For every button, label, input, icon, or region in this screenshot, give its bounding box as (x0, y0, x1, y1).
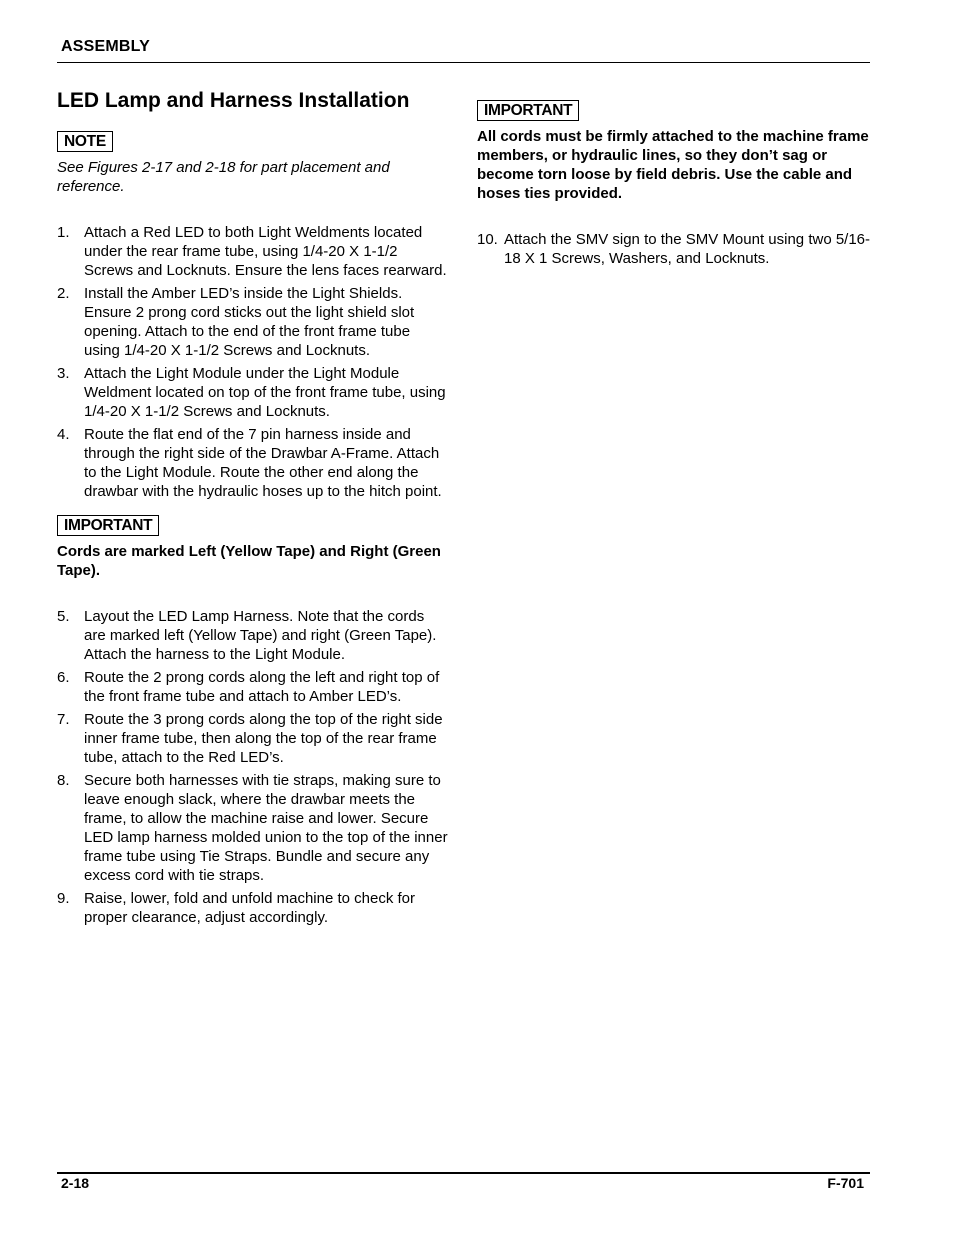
step-number: 5. (57, 608, 70, 625)
steps-list-3 (477, 230, 872, 268)
list-item (477, 230, 872, 268)
step-text: Install the Amber LED’s inside the Light Shields. Ensure 2 prong cord sticks out the light shield slot opening. Attach to the end of the front frame tube using 1/4-20 X 1-1/2 Screws and Locknuts. (84, 285, 415, 359)
document-code: F-701 (827, 1175, 864, 1191)
important-text: Cords are marked Left (Yellow Tape) and Right (Green Tape). (57, 543, 441, 579)
step-number: 10. (477, 231, 498, 248)
list-item (57, 364, 449, 421)
important-label: IMPORTANT (477, 100, 579, 121)
step-number: 8. (57, 772, 70, 789)
list-item (57, 607, 449, 664)
important-label: IMPORTANT (57, 515, 159, 536)
footer-rule (57, 1172, 870, 1174)
section-header: ASSEMBLY (61, 38, 151, 55)
step-number: 1. (57, 224, 70, 241)
note-block (57, 131, 449, 196)
header-rule (57, 62, 870, 63)
steps-list-1 (57, 223, 449, 501)
step-text: Route the 3 prong cords along the top of the right side inner frame tube, then along the top of the rear frame tube, attach to the Red LED’s. (84, 711, 443, 766)
step-text: Attach the Light Module under the Light Module Weldment located on top of the front frame tube, using 1/4-20 X 1-1/2 Screws and Locknuts. (84, 365, 446, 420)
right-column (477, 100, 872, 272)
page-number: 2-18 (61, 1175, 90, 1191)
step-text: Attach a Red LED to both Light Weldments located under the rear frame tube, using 1/4-20 X 1-1/2 Screws and Locknuts. Ensure the lens faces rearward. (84, 224, 447, 279)
list-item (57, 284, 449, 360)
page-title: LED Lamp and Harness Installation (57, 89, 410, 112)
step-text: Secure both harnesses with tie straps, making sure to leave enough slack, where the drawbar meets the frame, to allow the machine raise and lower. Secure LED lamp harness molded union to the top of the inner frame tube using Tie Straps. Bundle and secure any excess cord with tie straps. (84, 772, 448, 884)
list-item (57, 223, 449, 280)
list-item (57, 710, 449, 767)
step-number: 7. (57, 711, 70, 728)
important-block-2 (477, 100, 872, 203)
note-label: NOTE (57, 131, 113, 152)
step-number: 4. (57, 426, 70, 443)
step-text: Route the flat end of the 7 pin harness inside and through the right side of the Drawbar A-Frame. Attach to the Light Module. Route the other end along the drawbar with the hydraulic hoses up to the hitch point. (84, 426, 442, 500)
list-item (57, 889, 449, 927)
step-number: 6. (57, 669, 70, 686)
important-text: All cords must be firmly attached to the machine frame members, or hydraulic lines, so they don’t sag or become torn loose by field debris. Use the cable and hoses ties provided. (477, 128, 869, 202)
step-text: Attach the SMV sign to the SMV Mount using two 5/16-18 X 1 Screws, Washers, and Locknuts. (504, 231, 871, 267)
list-item (57, 425, 449, 501)
step-number: 9. (57, 890, 70, 907)
step-text: Raise, lower, fold and unfold machine to check for proper clearance, adjust accordingly. (84, 890, 416, 926)
step-text: Route the 2 prong cords along the left and right top of the front frame tube and attach to Amber LED’s. (84, 669, 440, 705)
note-text: See Figures 2-17 and 2-18 for part placement and reference. (57, 159, 390, 195)
step-number: 3. (57, 365, 70, 382)
step-number: 2. (57, 285, 70, 302)
important-block-1 (57, 515, 449, 580)
left-column (57, 88, 449, 931)
step-text: Layout the LED Lamp Harness. Note that the cords are marked left (Yellow Tape) and right (Green Tape). Attach the harness to the Light Module. (84, 608, 437, 663)
list-item (57, 668, 449, 706)
list-item (57, 771, 449, 885)
steps-list-2 (57, 607, 449, 927)
